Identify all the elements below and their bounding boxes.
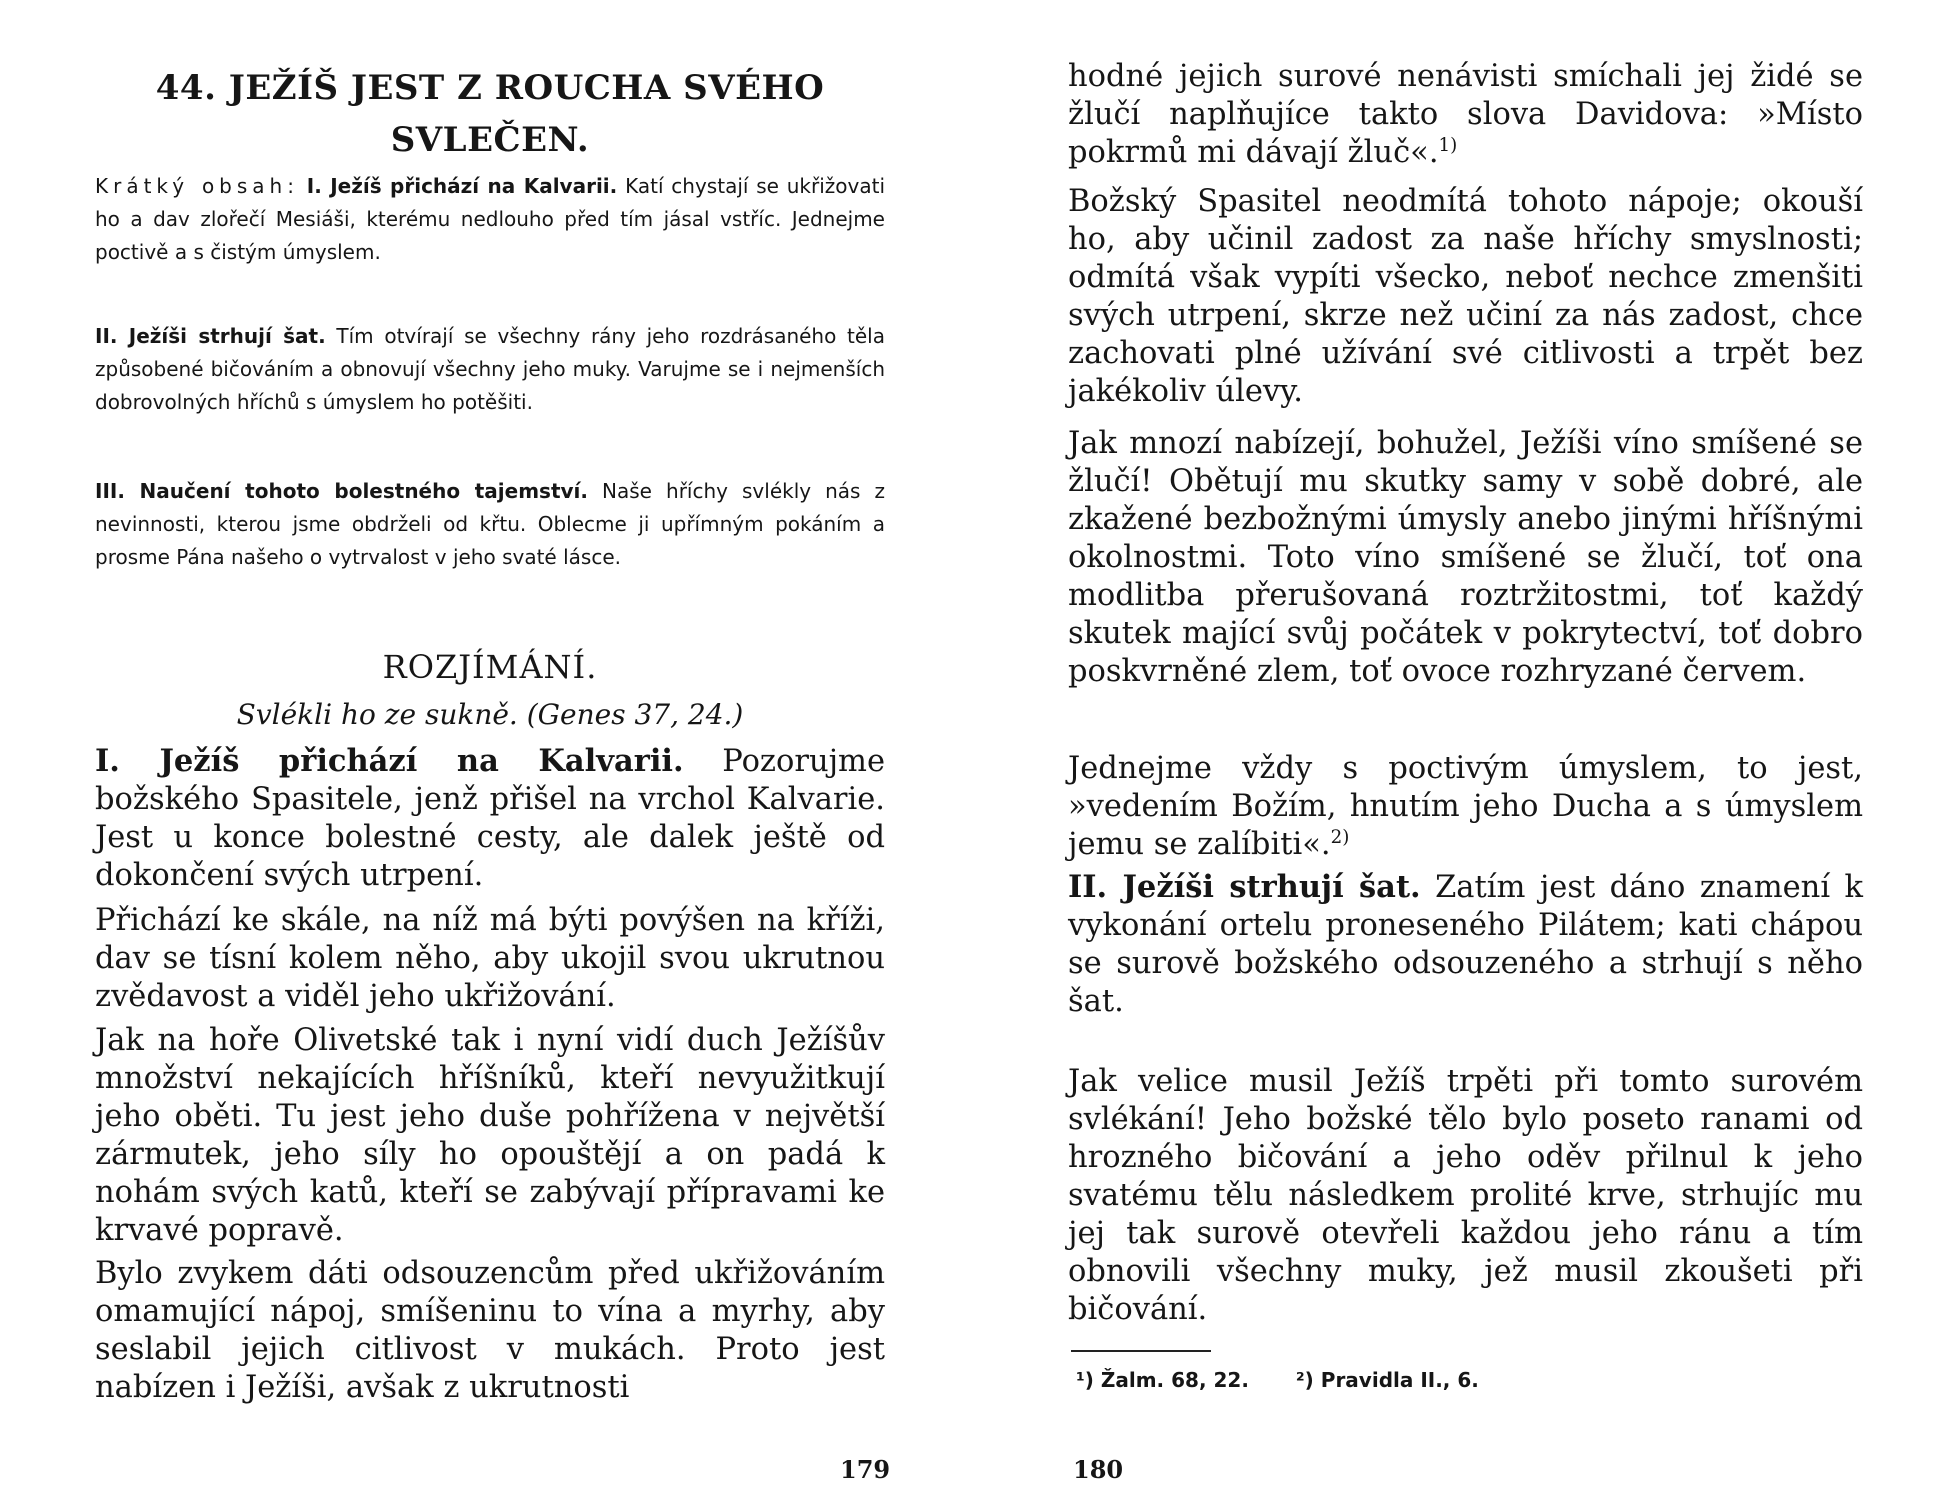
footnote-marker: 2) (1330, 826, 1350, 848)
chapter-title: 44. JEŽÍŠ JEST Z ROUCHA SVÉHO SVLEČEN. (155, 68, 825, 160)
summary-part-2-heading: II. Ježíši strhují šat. (95, 324, 326, 348)
paragraph-heading: II. Ježíši strhují šat. (1068, 869, 1421, 905)
summary-part-1-heading: I. Ježíš přichází na Kalvarii. (306, 174, 618, 198)
footnote-divider (1071, 1350, 1211, 1352)
summary-part-1-text: Katí chystají se ukřižovati ho a dav zlořečí Mesiáši, kterému nedlouho před tím jásal vstříc. Jednejme poctivě a s čistým úmyslem. (95, 174, 886, 264)
meditation-paragraph: Přichází ke skále, na níž má býti povýšen na kříži, dav se tísní kolem něho, aby ukojil svou ukrutnou zvědavost a viděl jeho ukřižování. (95, 903, 885, 1014)
meditation-paragraph: Jak velice musil Ježíš trpěti při tomto surovém svlékání! Jeho božské tělo bylo poseto ranami od hrozného bičování a jeho oděv přilnul k jeho svatému tělu následkem prolité krve, strhujíc mu jej tak surově otevřeli každou jeho ránu a tím obnovili všechny muky, jež musil zkoušeti při bičování. (1068, 1064, 1863, 1327)
summary-part-1 (95, 170, 885, 269)
meditation-paragraph (1068, 750, 1863, 864)
meditation-paragraph: Bylo zvykem dáti odsouzencům před ukřižováním omamující nápoj, smíšeninu to vína a myrhy, aby seslabil jejich citlivost v mukách. Proto jest nabízen i Ježíši, avšak z ukrutnosti (95, 1256, 885, 1405)
summary-label: Krátký obsah: (95, 174, 299, 198)
page-number: 180 (1073, 1455, 1124, 1484)
motto: Svlékli ho ze sukně. (Genes 37, 24.) (236, 698, 744, 731)
paragraph-heading: I. Ježíš přichází na Kalvarii. (95, 743, 684, 779)
paragraph-text: Pozorujme božského Spasitele, jenž přišel na vrchol Kalvarie. Jest u konce bolestné cesty, ale dalek ještě od dokončení svých utrpení. (95, 744, 886, 893)
footnote-marker: 1) (1438, 134, 1458, 156)
right-page (973, 0, 1946, 1500)
paragraph-text: hodné jejich surové nenávisti smíchali jej židé se žlučí naplňujíce takto slova Davidova: »Místo pokrmů mi dávají žluč«. (1068, 59, 1863, 170)
summary-part-2 (95, 320, 885, 419)
paragraph-text: Zatím jest dáno znamení k vykonání ortelu proneseného Pilátem; kati chápou se surově božského odsouzeného a strhují s něho šat. (1068, 870, 1863, 1019)
meditation-paragraph: Jak mnozí nabízejí, bohužel, Ježíši víno smíšené se žlučí! Obětují mu skutky samy v sobě dobré, ale zkažené bezbožnými úmysly anebo jinými hříšnými okolnostmi. Toto víno smíšené se žlučí, toť ona modlitba přerušovaná roztržitostmi, toť každý skutek mající svůj počátek v pokrytectví, toť dobro poskvrněné zlem, toť ovoce rozhryzané červem. (1068, 426, 1863, 689)
footnote-1: ¹) Žalm. 68, 22. (1076, 1368, 1249, 1392)
page-number: 179 (840, 1455, 891, 1484)
meditation-paragraph (1068, 58, 1863, 172)
summary-part-3-heading: III. Naučení tohoto bolestného tajemství. (95, 479, 589, 503)
meditation-paragraph: Jak na hoře Olivetské tak i nyní vidí duch Ježíšův množství nekajících hříšníků, kteří nevyužitkují jeho oběti. Tu jest jeho duše pohřížena v největší zármutek, jeho síly ho opouštějí a on padá k nohám svých katů, kteří se zabývají přípravami ke krvavé popravě. (95, 1023, 885, 1248)
paragraph-text: Jednejme vždy s poctivým úmyslem, to jest, »vedením Božím, hnutím jeho Ducha a s úmyslem jemu se zalíbiti«. (1068, 751, 1863, 862)
summary-part-3 (95, 475, 885, 574)
meditation-paragraph: Božský Spasitel neodmítá tohoto nápoje; okouší ho, aby učinil zadost za naše hříchy smyslnosti; odmítá však vypíti všecko, neboť nechce zmenšiti svých utrpení, skrze než učiní za nás zadost, chce zachovati plné užívání své citlivosti a trpět bez jakékoliv úlevy. (1068, 184, 1863, 409)
footnotes (1076, 1368, 1519, 1392)
meditation-paragraph (1068, 868, 1863, 1021)
section-heading: ROZJÍMÁNÍ. (382, 648, 598, 686)
meditation-paragraph (95, 742, 885, 895)
summary-part-3-text: Naše hříchy svlékly nás z nevinnosti, kterou jsme obdrželi od křtu. Oblecme ji upřímným pokáním a prosme Pána našeho o vytrvalost v jeho svaté lásce. (95, 479, 885, 569)
footnote-2: ²) Pravidla II., 6. (1295, 1368, 1479, 1392)
summary-part-2-text: Tím otvírají se všechny rány jeho rozdrásaného těla způsobené bičováním a obnovují všechny jeho muky. Varujme se i nejmenších dobrovolných hříchů s úmyslem ho potěšiti. (95, 324, 885, 414)
